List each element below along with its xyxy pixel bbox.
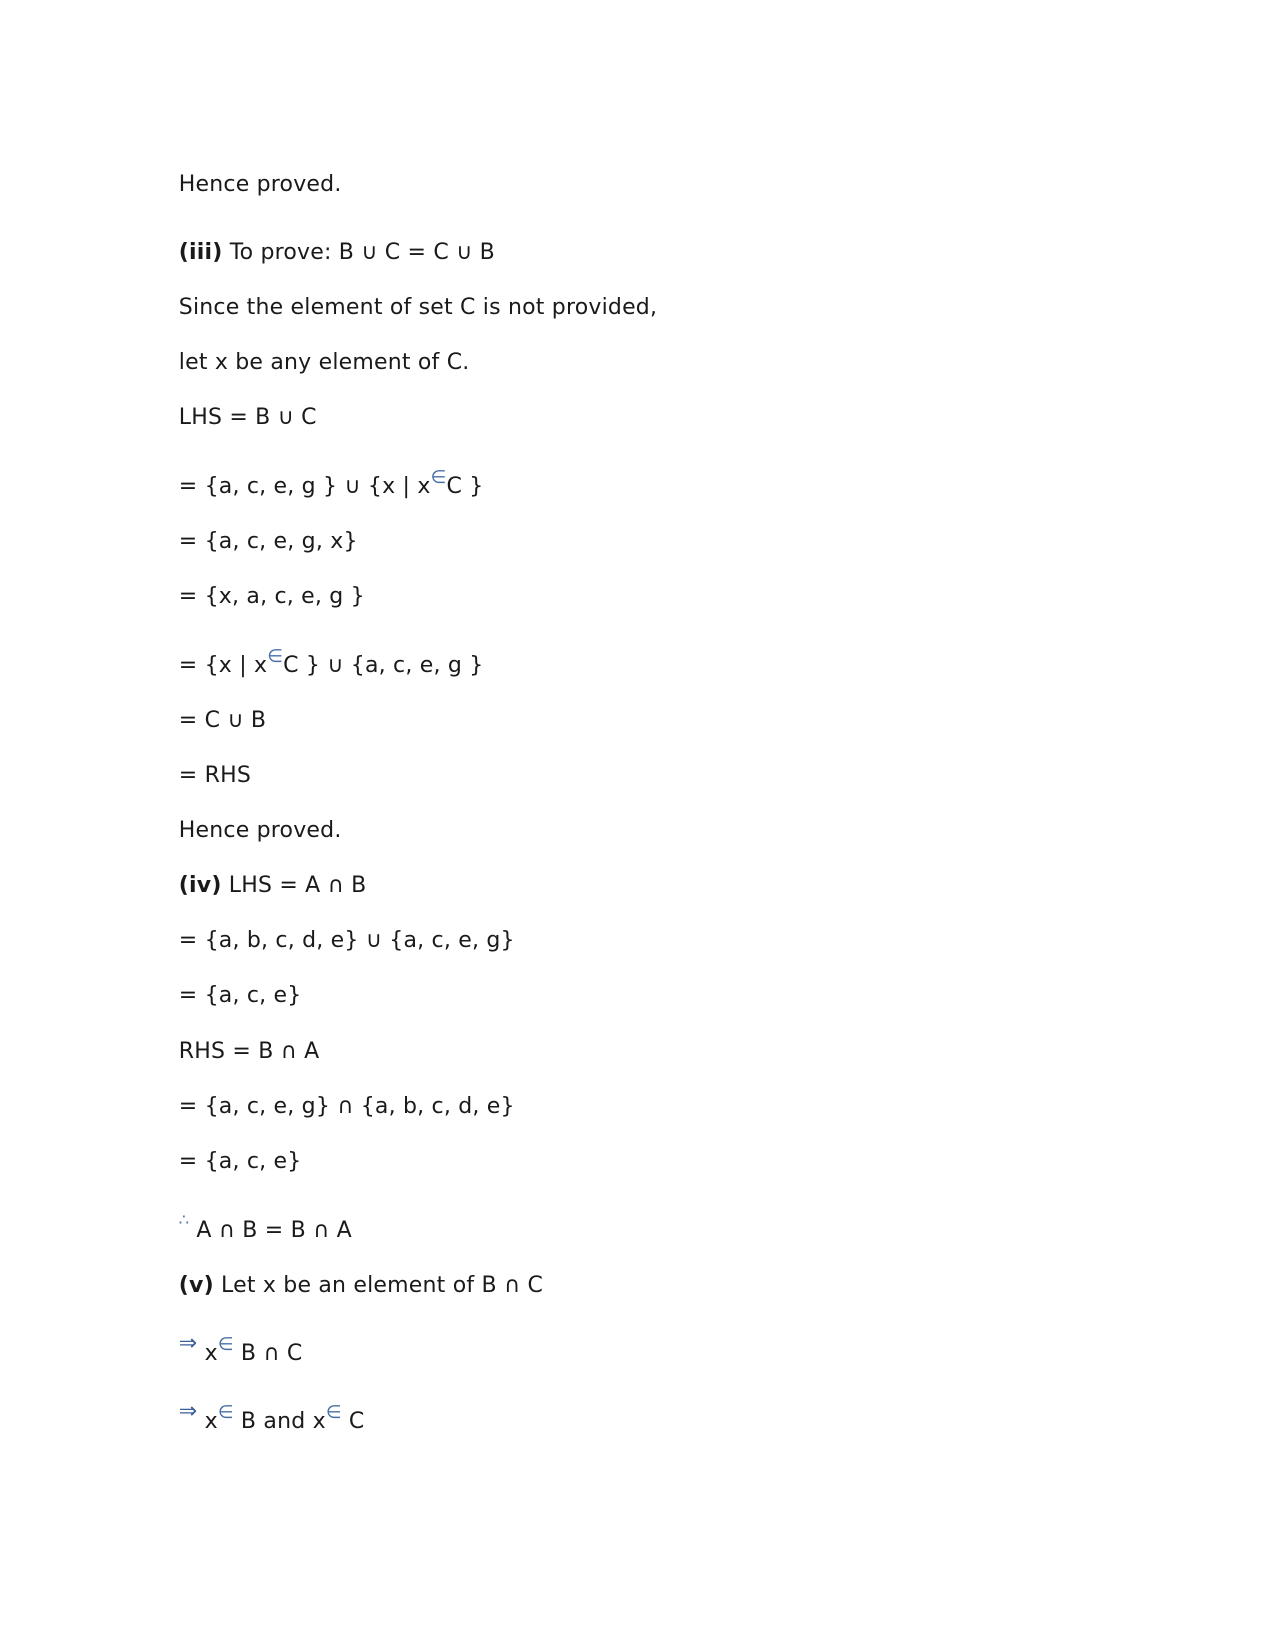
line-text: To prove: B ∪ C = C ∪ B: [222, 240, 495, 265]
element-of-icon: ∈: [217, 1402, 234, 1423]
line-text: = {a, c, e, g, x}: [178, 529, 358, 554]
line-text: = RHS: [178, 763, 252, 788]
line-text: Let x be an element of B ∩ C: [213, 1273, 544, 1298]
element-of-icon: ∈: [217, 1334, 234, 1355]
part-label: (v): [178, 1273, 214, 1298]
line-text: = {a, c, e}: [178, 1149, 302, 1174]
element-of-icon: ∈: [430, 467, 447, 488]
line-text: Since the element of set C is not provided,: [178, 295, 658, 320]
line-text: Hence proved.: [178, 818, 342, 843]
line-text: C }: [446, 474, 484, 499]
line-text: C } ∪ {a, c, e, g }: [283, 653, 484, 678]
part-label: (iv): [178, 873, 222, 898]
line-text: A ∩ B = B ∩ A: [189, 1218, 352, 1243]
line-text: = {x | x: [178, 653, 268, 678]
line-text: LHS = B ∪ C: [178, 405, 317, 430]
line-text: x: [197, 1341, 218, 1366]
line-text: = C ∪ B: [178, 708, 267, 733]
element-of-icon: ∈: [267, 646, 284, 667]
line-text: = {a, b, c, d, e} ∪ {a, c, e, g}: [178, 928, 515, 953]
line-text: B ∩ C: [233, 1341, 303, 1366]
implies-arrow-icon: ⇒: [178, 1399, 198, 1424]
line-text: C: [341, 1409, 365, 1434]
line-text: x: [197, 1409, 218, 1434]
line-text: B and x: [233, 1409, 326, 1434]
line-text: = {a, c, e, g } ∪ {x | x: [178, 474, 431, 499]
line-text: LHS = A ∩ B: [221, 873, 367, 898]
therefore-icon: ∴: [178, 1210, 190, 1229]
line-text: RHS = B ∩ A: [178, 1039, 320, 1064]
element-of-icon: ∈: [325, 1402, 342, 1423]
line-text: Hence proved.: [178, 172, 342, 197]
line-text: let x be any element of C.: [178, 350, 470, 375]
line-text: = {a, c, e, g} ∩ {a, b, c, d, e}: [178, 1094, 515, 1119]
line-text: = {x, a, c, e, g }: [178, 584, 365, 609]
text-line: [150, 1380, 364, 1465]
implies-arrow-icon: ⇒: [178, 1331, 198, 1356]
line-text: = {a, c, e}: [178, 983, 302, 1008]
part-label: (iii): [178, 240, 223, 265]
